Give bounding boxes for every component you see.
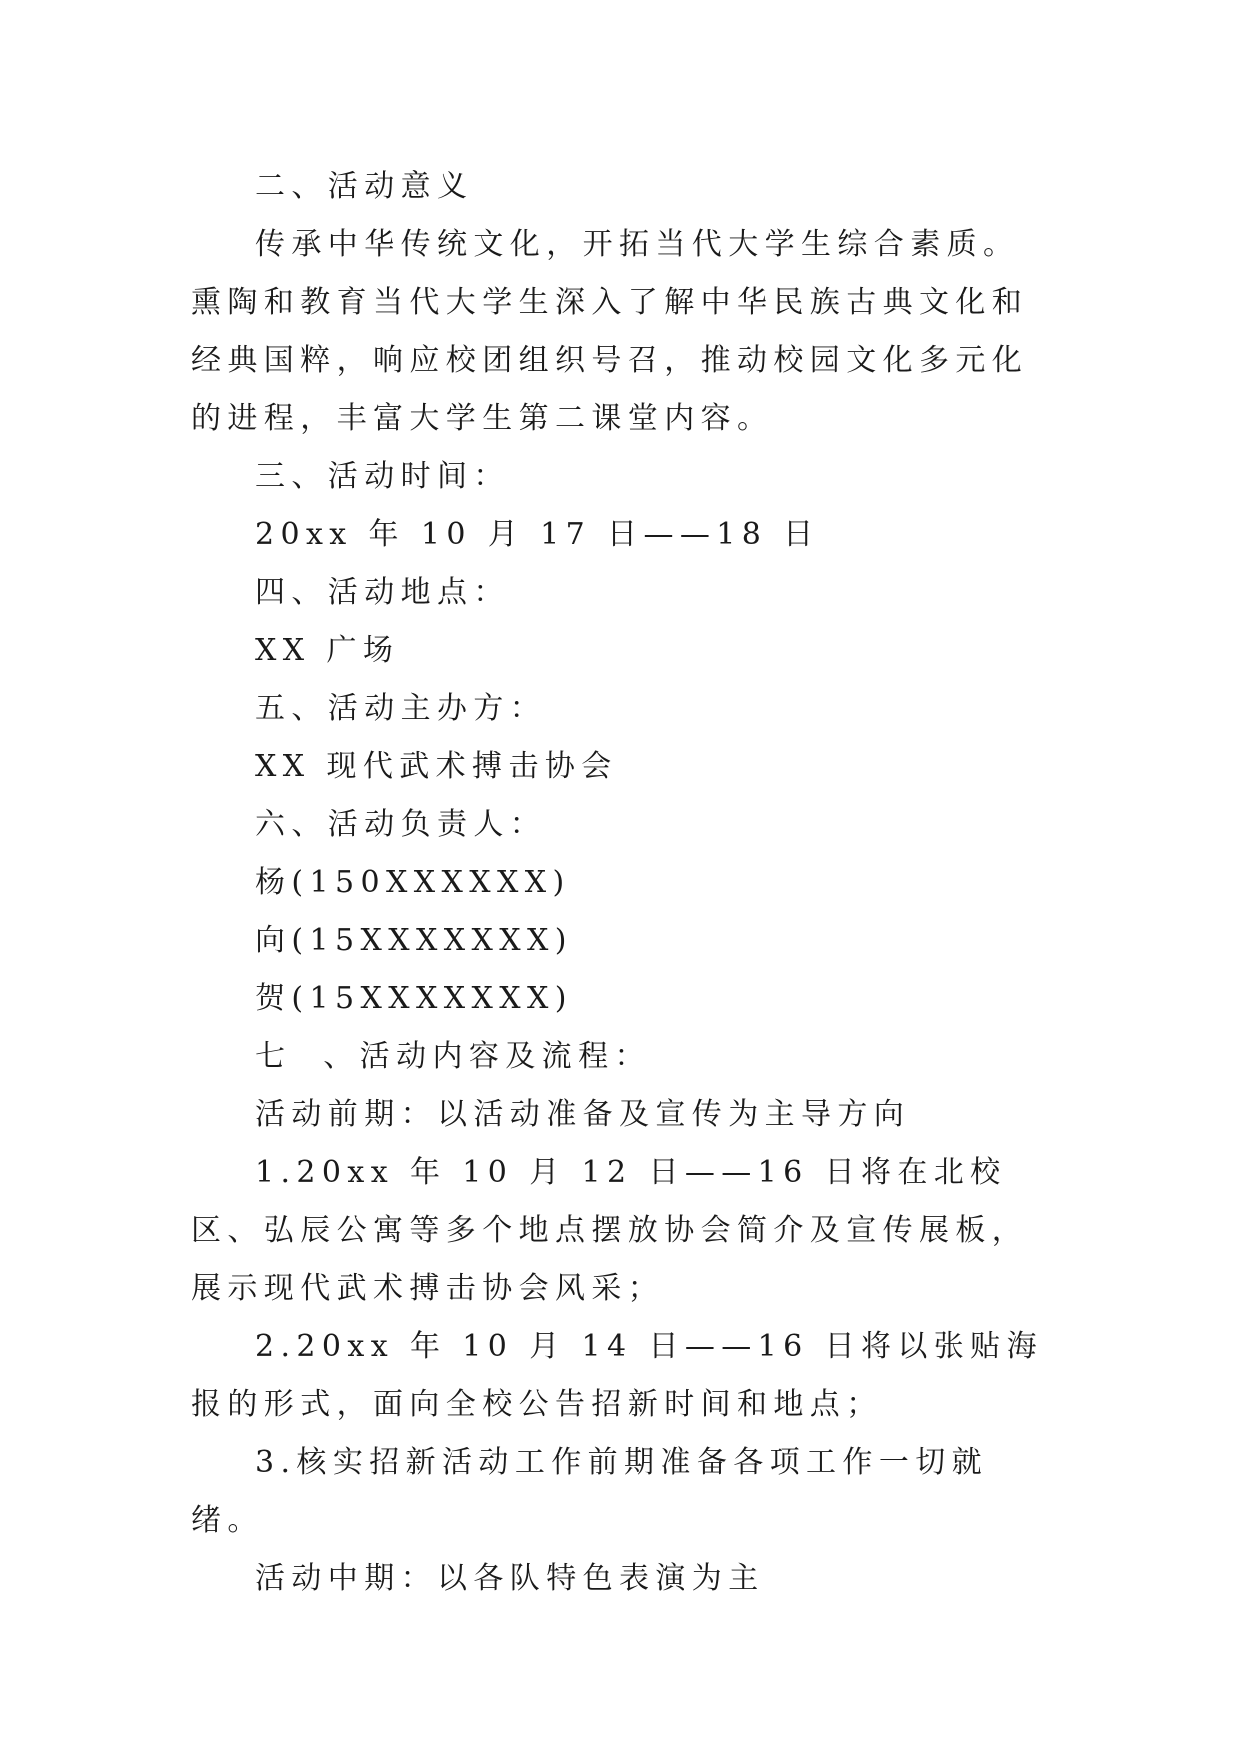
significance-paragraph: 传承中华传统文化，开拓当代大学生综合素质。熏陶和教育当代大学生深入了解中华民族古典文化和经典国粹，响应校团组织号召，推动校园文化多元化的进程，丰富大学生第二课堂内容。 — [191, 227, 1029, 436]
section-heading-location: 四、活动地点： — [255, 575, 510, 610]
event-time: 20xx 年 10 月 17 日——18 日 — [255, 517, 820, 552]
section-heading-process: 七 、活动内容及流程： — [255, 1039, 651, 1074]
event-location: XX 广场 — [255, 633, 400, 668]
process-step: 2.20xx 年 10 月 14 日——16 日将以张贴海报的形式，面向全校公告招新时间和地点； — [191, 1329, 1043, 1422]
section-heading-time: 三、活动时间： — [255, 459, 510, 494]
contact-item: 杨(150XXXXXX) — [255, 865, 571, 900]
contact-item: 贺(15XXXXXXX) — [255, 981, 573, 1016]
process-step: 3.核实招新活动工作前期准备各项工作一切就绪。 — [191, 1445, 989, 1538]
contact-item: 向(15XXXXXXX) — [255, 923, 573, 958]
event-organizer: XX 现代武术搏击协会 — [255, 749, 618, 784]
process-step: 1.20xx 年 10 月 12 日——16 日将在北校区、弘辰公寓等多个地点摆放协会简介及宣传展板，展示现代武术搏击协会风采； — [191, 1155, 1029, 1306]
phase-mid-heading: 活动中期：以各队特色表演为主 — [255, 1561, 765, 1596]
section-heading-contacts: 六、活动负责人： — [255, 807, 547, 842]
document-body — [191, 158, 1055, 1608]
phase-early-heading: 活动前期：以活动准备及宣传为主导方向 — [255, 1097, 911, 1132]
section-heading-organizer: 五、活动主办方： — [255, 691, 547, 726]
section-heading-significance: 二、活动意义 — [255, 169, 474, 204]
